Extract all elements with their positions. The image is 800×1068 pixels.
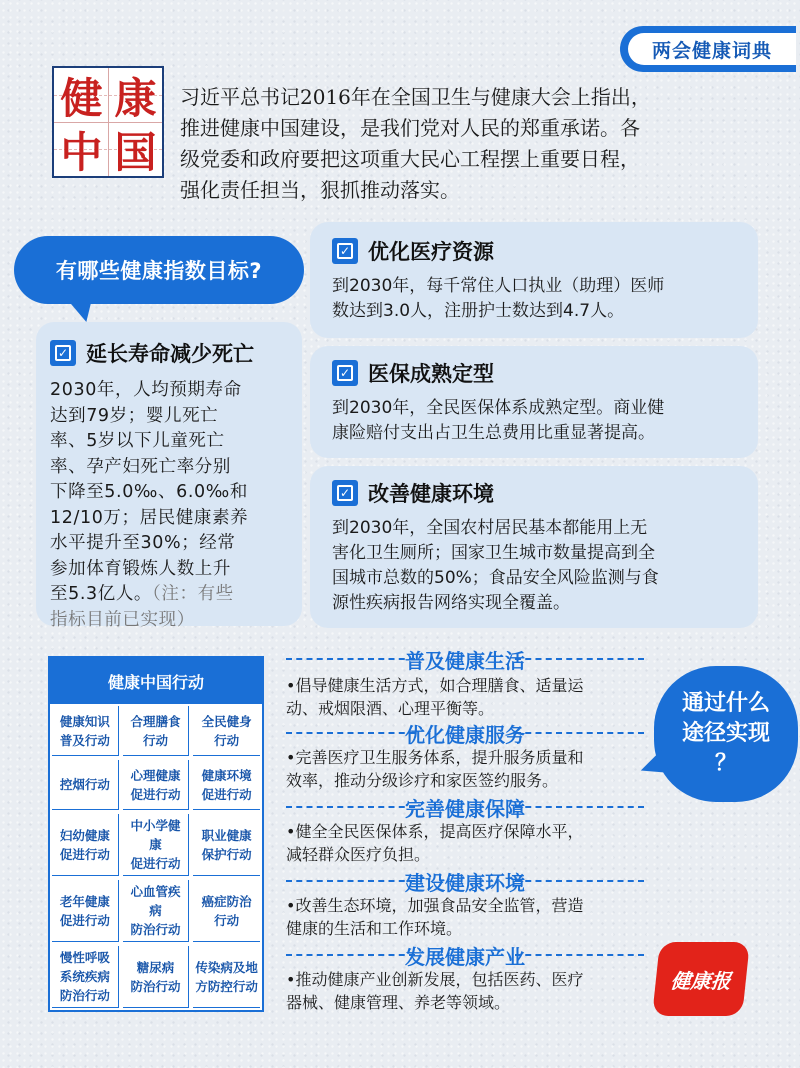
action-table-cell [52,814,119,876]
title-char: 健 [60,73,103,123]
path-title [286,644,644,674]
action-table-cell [193,760,260,810]
intro-line: 推进健康中国建设，是我们党对人民的郑重承诺。各 [180,116,640,140]
action-table-cell [193,814,260,876]
action-table-cell [52,760,119,810]
action-table-cell [193,706,260,756]
action-cell-line: 系统疾病 [59,969,110,984]
body-line: 到2030年，全民医保体系成熟定型。商业健 [332,398,665,418]
action-cell-line: 慢性呼吸 [59,950,110,965]
path-line: •倡导健康生活方式，如合理膳食、适量运 [286,676,584,695]
action-table-cell [123,706,190,756]
dictionary-tag-label: 两会健康词典 [626,31,796,67]
action-cell-line: 传染病及地 [195,959,258,975]
action-cell-line: 行动 [214,912,240,928]
path-body [286,674,654,720]
action-cell-line: 方防控行动 [195,978,258,994]
action-table-grid [50,704,262,1010]
action-cell-line: 防治行动 [130,922,181,937]
path-title [286,866,644,896]
body-line: 水平提升至30%；经常 [50,533,236,553]
action-cell-line: 职业健康 [201,827,252,843]
checkbox-icon: ✓ [332,238,358,264]
logo-text: 健康报 [669,968,733,993]
card-lifespan-body [50,378,296,633]
card-environment [310,466,758,628]
card-environment-body [332,516,752,616]
card-insurance-body [332,396,752,446]
path-title [286,792,644,822]
action-table-cell [193,880,260,942]
path-body [286,820,654,866]
path-line: 动、戒烟限酒、心理平衡等。 [286,699,495,718]
card-environment-title: 改善健康环境 [368,482,494,506]
action-cell-line: 普及行动 [59,732,110,748]
action-cell-line: 心血管疾病 [130,884,181,918]
intro-line: 习近平总书记2016年在全国卫生与健康大会上指出， [180,85,651,109]
body-line [50,582,296,608]
action-table-cell [52,706,119,756]
path-title [286,940,644,970]
note-text: （注：有些 [152,584,234,604]
action-cell-line: 健康知识 [59,713,110,729]
action-table-cell [52,880,119,942]
card-medical-header [332,236,494,266]
question-line: ？ [714,751,737,776]
card-medical [310,222,758,338]
body-line: 国城市总数的50%；食品安全风险监测与食 [332,568,659,588]
action-cell-line: 促进行动 [130,856,181,871]
card-medical-body [332,274,752,324]
action-table [48,656,264,1012]
action-cell-line: 糖尿病 [136,959,175,975]
path-title-text: 建设健康环境 [405,870,525,895]
body-line: 害化卫生厕所；国家卫生城市数量提高到全 [332,543,655,563]
body-line: 到2030年，每千常住人口执业（助理）医师 [332,276,665,296]
action-cell-line: 行动 [142,732,168,748]
card-insurance [310,346,758,458]
body-line: 源性疾病报告网络实现全覆盖。 [332,593,570,613]
note-text: 指标目前已实现） [50,609,195,630]
path-title-text: 普及健康生活 [405,648,525,673]
path-body [286,746,654,792]
question-text: 有哪些健康指数目标? [55,259,263,283]
body-line: 率、5岁以下儿童死亡 [50,431,225,451]
action-cell-line: 妇幼健康 [59,827,110,843]
action-cell-line: 全民健身 [201,713,252,729]
action-table-header: 健康中国行动 [50,658,262,704]
path-line: 健康的生活和工作环境。 [286,919,463,938]
path-line: 器械、健康管理、养老等领域。 [286,993,511,1012]
action-table-cell [52,946,119,1008]
action-cell-line: 防治行动 [59,988,110,1003]
card-medical-title: 优化医疗资源 [368,240,494,264]
path-line: •健全全民医保体系，提高医疗保障水平， [286,822,584,841]
action-cell-line: 癌症防治 [201,893,252,909]
action-cell-line: 防治行动 [130,978,181,994]
action-table-cell [123,814,190,876]
question-bubble-paths [654,666,798,802]
path-line: •完善医疗卫生服务体系，提升服务质量和 [286,748,584,767]
action-cell-line: 促进行动 [130,786,181,802]
action-cell-line: 心理健康 [130,767,181,783]
question-line: 途径实现 [681,721,770,746]
path-line: 减轻群众医疗负担。 [286,845,431,864]
path-body [286,894,654,940]
card-insurance-header [332,358,494,388]
action-cell-line: 行动 [214,732,240,748]
path-title-text: 完善健康保障 [405,796,525,821]
path-line: •推动健康产业创新发展，包括医药、医疗 [286,970,584,989]
action-table-cell [123,760,190,810]
action-cell-line: 促进行动 [59,912,110,928]
path-title [286,718,644,748]
path-title-text: 发展健康产业 [405,944,525,969]
body-line: 下降至5.0‰、6.0‰和 [50,482,248,502]
intro-line: 强化责任担当，狠抓推动落实。 [180,178,460,202]
checkbox-icon: ✓ [332,480,358,506]
checkbox-icon: ✓ [50,340,76,366]
title-char: 康 [114,73,157,123]
body-line: 数达到3.0人，注册护士数达到4.7人。 [332,301,625,321]
action-cell-line: 老年健康 [59,893,110,909]
body-line: 康险赔付支出占卫生总费用比重显著提高。 [332,423,655,443]
intro-line: 级党委和政府要把这项重大民心工程摆上重要日程， [180,147,640,171]
action-table-cell [193,946,260,1008]
card-lifespan-header [50,338,254,368]
action-table-cell [123,946,190,1008]
body-line: 参加体育锻炼人数上升 [50,558,231,579]
body-line: 达到79岁；婴儿死亡 [50,405,219,426]
body-text: 至5.3亿人。 [50,584,153,604]
action-cell-line: 合理膳食 [130,713,181,729]
card-insurance-title: 医保成熟定型 [368,362,494,386]
title-char: 中 [60,127,103,177]
body-line: 到2030年，全国农村居民基本都能用上无 [332,518,648,538]
card-lifespan-title: 延长寿命减少死亡 [86,342,254,366]
title-char: 国 [114,127,157,177]
path-body [286,968,654,1014]
body-line: 12/10万；居民健康素养 [50,507,249,528]
action-cell-line: 促进行动 [201,786,252,802]
action-cell-line: 健康环境 [201,767,252,783]
action-cell-line: 保护行动 [201,846,252,862]
card-lifespan [36,322,302,630]
title-grid [52,66,164,178]
body-line: 2030年，人均预期寿命 [50,380,242,400]
question-bubble-targets [14,236,304,304]
body-line: 率、孕产妇死亡率分别 [50,456,231,477]
card-environment-header [332,478,494,508]
path-line: 效率，推动分级诊疗和家医签约服务。 [286,771,559,790]
action-cell-line: 控烟行动 [59,777,110,792]
path-title-text: 优化健康服务 [405,722,525,747]
dictionary-tag [620,26,796,72]
action-cell-line: 促进行动 [59,846,110,862]
checkbox-icon: ✓ [332,360,358,386]
question-line: 通过什么 [681,691,770,716]
action-cell-line: 中小学健康 [130,818,181,852]
action-table-cell [123,880,190,942]
newspaper-logo [652,942,750,1016]
path-line: •改善生态环境，加强食品安全监管，营造 [286,896,584,915]
intro-paragraph [180,82,780,206]
